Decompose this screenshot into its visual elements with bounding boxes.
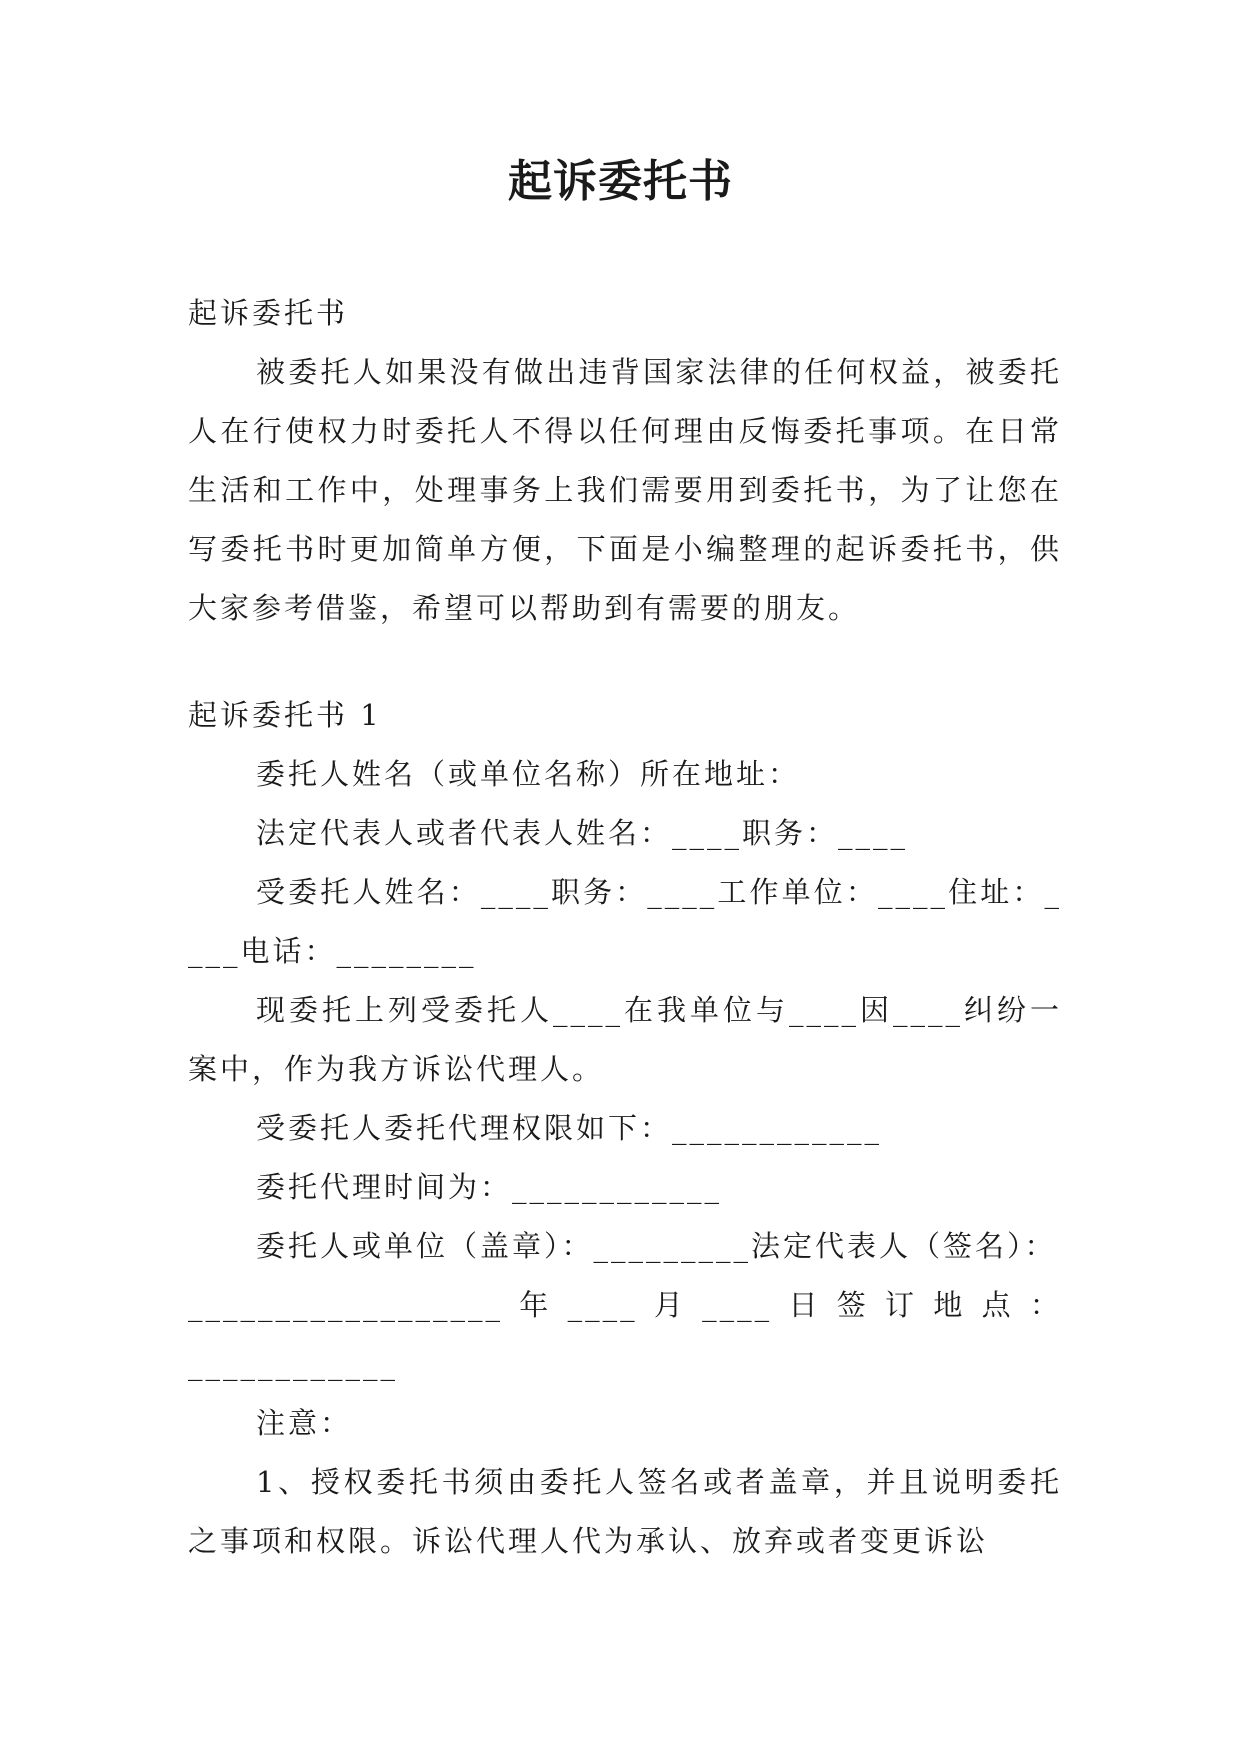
sign-char-dian: 点 — [981, 1288, 1014, 1322]
sign-place-blank: ____________ — [188, 1347, 398, 1381]
entrust-case-line: 现委托上列受委托人____在我单位与____因____纠纷一案中，作为我方诉讼代理人。 — [188, 993, 1062, 1086]
intro-heading: 起诉委托书 — [188, 296, 349, 330]
sign-char-di: 地 — [933, 1288, 966, 1322]
sign-day-label: 日 — [788, 1288, 821, 1322]
sign-char-qian: 签 — [836, 1288, 869, 1322]
document-body — [188, 284, 1062, 1571]
sign-char-ding: 订 — [885, 1288, 918, 1322]
note-1: 1、授权委托书须由委托人签名或者盖章，并且说明委托之事项和权限。诉讼代理人代为承认、放弃或者变更诉讼 — [188, 1465, 1062, 1558]
page-title: 起诉委托书 — [508, 156, 733, 207]
sign-date-line — [188, 1276, 1062, 1335]
sign-day-blank: ____ — [702, 1288, 773, 1322]
principal-line: 委托人姓名（或单位名称）所在地址： — [256, 757, 801, 791]
agent-line: 受委托人姓名：____职务：____工作单位：____住址：____电话：________ — [188, 875, 1062, 968]
seal-line: 委托人或单位（盖章）：_________法定代表人（签名）： — [256, 1229, 1057, 1263]
sign-month-blank: ____ — [567, 1288, 638, 1322]
legal-rep-line: 法定代表人或者代表人姓名：____职务：____ — [256, 816, 909, 850]
notes-heading: 注意： — [256, 1406, 353, 1440]
sign-year-label: 年 — [519, 1288, 552, 1322]
period-line: 委托代理时间为：____________ — [256, 1170, 723, 1204]
sign-month-label: 月 — [653, 1288, 686, 1322]
section-heading: 起诉委托书 1 — [188, 698, 382, 732]
sign-year-blank: __________________ — [188, 1288, 503, 1322]
intro-paragraph: 被委托人如果没有做出违背国家法律的任何权益，被委托人在行使权力时委托人不得以任何理由反悔委托事项。在日常生活和工作中，处理事务上我们需要用到委托书，为了让您在写委托书时更加简单方便，下面是小编整理的起诉委托书，供大家参考借鉴，希望可以帮助到有需要的朋友。 — [188, 355, 1062, 625]
sign-colon: ： — [1029, 1288, 1062, 1322]
authority-line: 受委托人委托代理权限如下：____________ — [256, 1111, 883, 1145]
